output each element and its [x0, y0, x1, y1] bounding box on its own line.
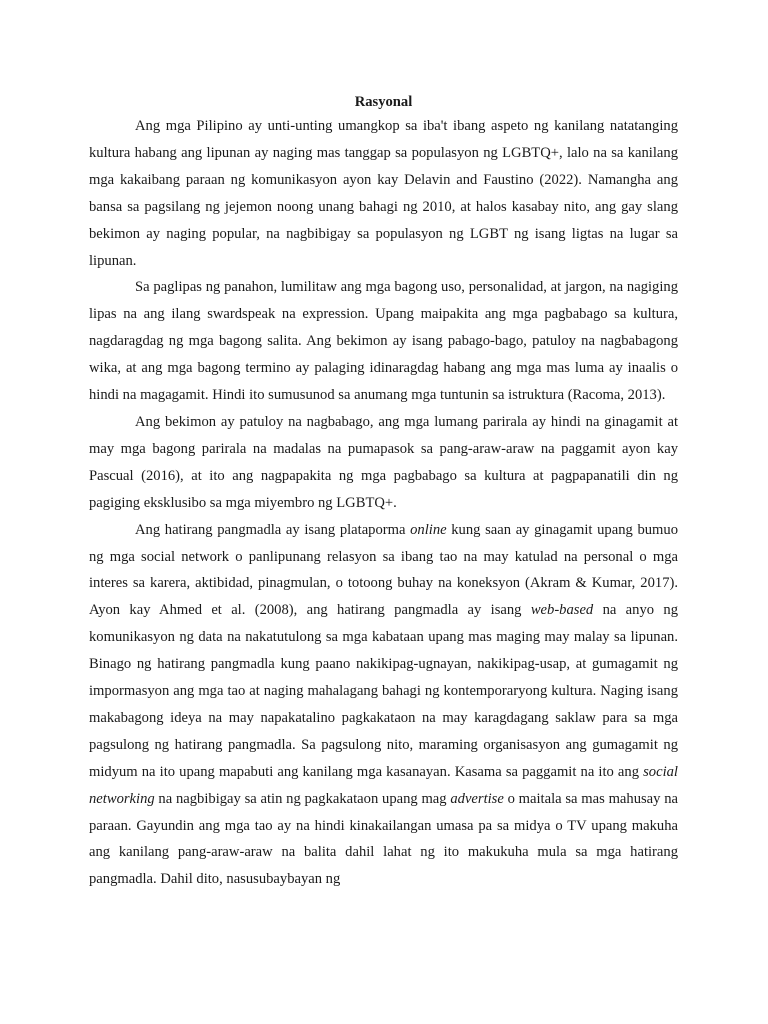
body-paragraph	[89, 274, 678, 409]
italic-term: advertise	[450, 790, 504, 807]
paragraph-text: o maitala sa mas mahusay na paraan. Gayundin ang mga tao ay na hindi kinakailangan umasa pa sa midya o TV upang makuha ang kanilang pang-araw-araw na balita dahil lahat ng ito makukuha mula sa mga hatirang pangmadla. Dahil dito, nasusubaybayan ng	[89, 790, 678, 888]
paragraph-list	[89, 113, 678, 893]
paragraph-text: Ang bekimon ay patuloy na nagbabago, ang mga lumang parirala ay hindi na ginagamit at may mga bagong parirala na madalas na pumapasok sa pang-araw-araw na paggamit ayon kay Pascual (2016), at ito ang nagpapakita ng mga pagbabago sa kultura at pagpapanatili din ng pagiging eksklusibo sa mga miyembro ng LGBTQ+.	[89, 413, 678, 511]
paragraph-text: Sa paglipas ng panahon, lumilitaw ang mga bagong uso, personalidad, at jargon, na nagiging lipas na ang ilang swardspeak na expression. Upang maipakita ang mga pagbabago sa kultura, nagdaragdag ng mga bagong salita. Ang bekimon ay isang pabago-bago, patuloy na nagbabagong wika, at ang mga bagong termino ay palaging idinaragdag habang ang mga mas luma ay inaalis o hindi na magagamit. Hindi ito sumusunod sa anumang mga tuntunin sa istruktura (Racoma, 2013).	[89, 279, 678, 404]
paragraph-text: kung saan ay ginagamit upang bumuo ng mga social network o panlipunang relasyon sa ibang tao na may katulad na personal o mga interes sa karera, aktibidad, pinagmulan, o totoong buhay na koneksyon (Akram & Kumar, 2017). Ayon kay Ahmed et al. (2008), ang hatirang pangmadla ay isang	[89, 521, 678, 619]
paragraph-text: Ang hatirang pangmadla ay isang plataporma	[135, 521, 411, 538]
body-paragraph	[89, 113, 678, 274]
body-paragraph	[89, 517, 678, 894]
document-title: Rasyonal	[354, 94, 413, 110]
paragraph-text: na nagbibigay sa atin ng pagkakataon upang mag	[154, 790, 451, 807]
italic-term: web-based	[530, 602, 594, 619]
paragraph-text: Ang mga Pilipino ay unti-unting umangkop sa iba't ibang aspeto ng kanilang natatanging kultura habang ang lipunan ay naging mas tanggap sa populasyon ng LGBTQ+, lalo na sa kanilang mga kakaibang paraan ng komunikasyon ayon kay Delavin and Faustino (2022). Namangha ang bansa sa pagsilang ng jejemon noong unang bahagi ng 2010, at halos kasabay nito, ang gay slang bekimon ay naging popular, na nagbibigay sa populasyon ng LGBT ng isang ligtas na lugar sa lipunan.	[89, 118, 678, 269]
italic-term: online	[410, 521, 447, 538]
body-paragraph	[89, 409, 678, 517]
italic-term: social networking	[89, 763, 678, 807]
document-body	[89, 92, 678, 893]
paragraph-text: na anyo ng komunikasyon ng data na nakatutulong sa mga kabataan upang mas maging may malay sa lipunan. Binago ng hatirang pangmadla kung paano nakikipag-ugnayan, nakikipag-usap, at gumagamit ng impormasyon ang mga tao at naging mahalagang bahagi ng kontemporaryong kultura. Naging isang makabagong ideya na may napakatalino pagkakataon na may karagdagang saklaw para sa mga pagsulong ng hatirang pangmadla. Sa pagsulong nito, maraming organisasyon ang gumagamit ng midyum na ito upang mapabuti ang kanilang mga kasanayan. Kasama sa paggamit na ito ang	[89, 602, 678, 780]
